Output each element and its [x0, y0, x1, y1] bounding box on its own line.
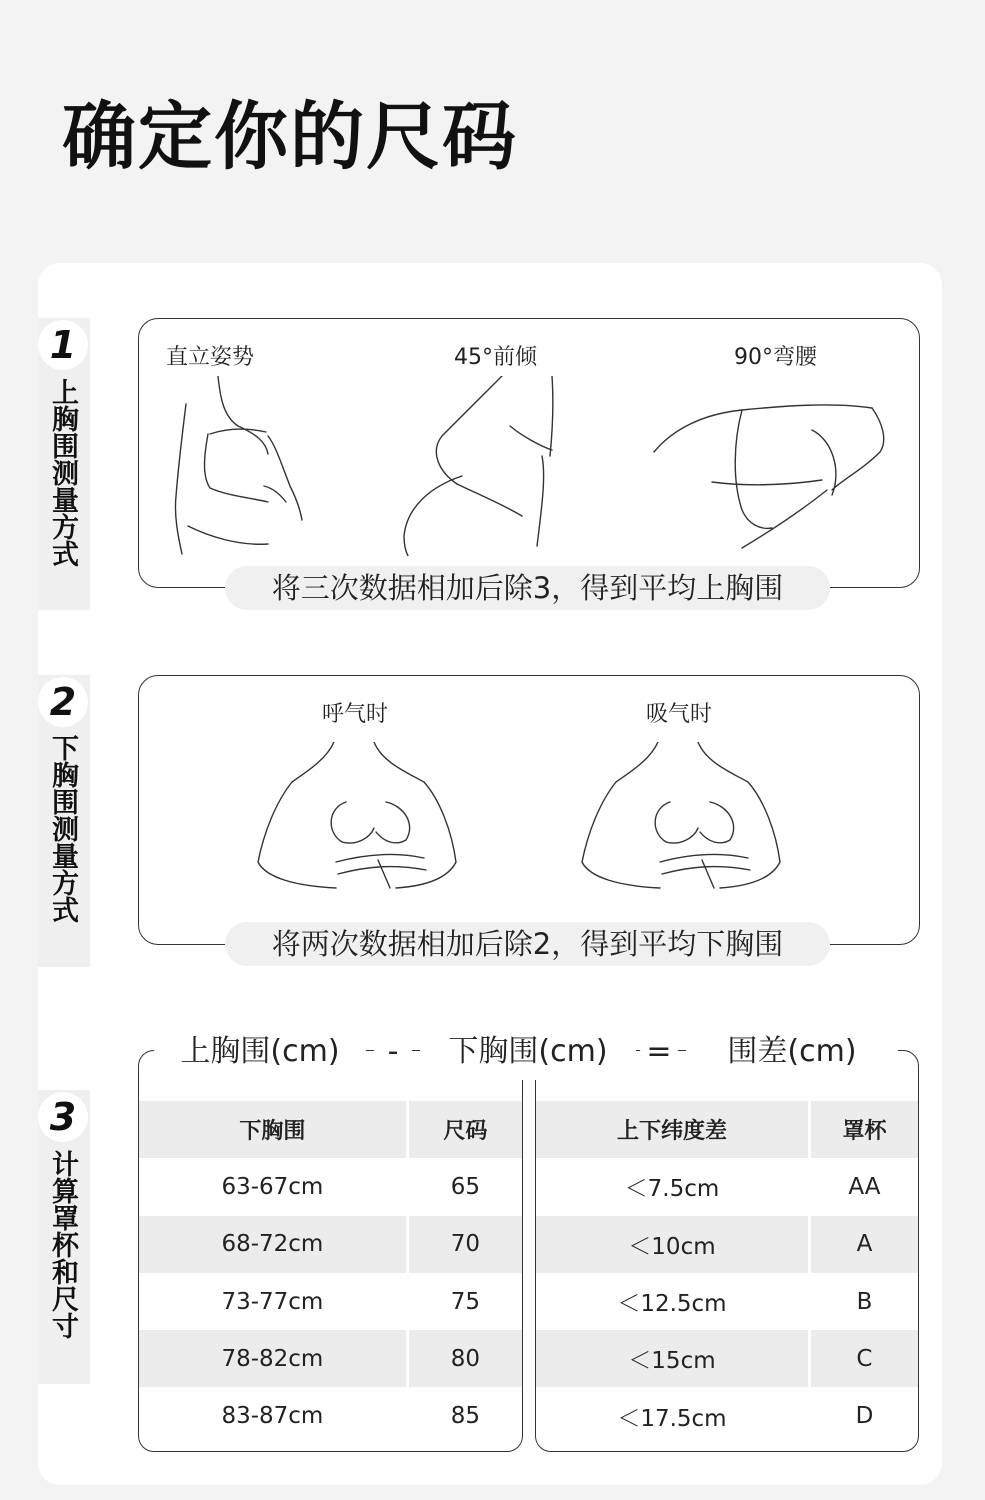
pose-label-exhale: 呼气时 — [322, 702, 389, 727]
cup-table-cell: B — [856, 1288, 873, 1315]
pose-label-inhale: 吸气时 — [646, 702, 713, 727]
size-table-cell: 63-67cm — [139, 1158, 409, 1215]
size-table — [138, 1050, 523, 1452]
bending-figure-icon — [652, 400, 892, 550]
step2-caption: 将两次数据相加后除2，得到平均下胸围 — [225, 922, 830, 966]
formula-equals: = — [640, 1033, 678, 1071]
size-table-header-underbust: 下胸围 — [139, 1101, 409, 1158]
pose-label-bend-90: 90°弯腰 — [734, 345, 817, 370]
pose-label-lean-45: 45°前倾 — [454, 345, 537, 370]
cup-table-cell: ＜15cm — [536, 1330, 811, 1387]
cup-table — [535, 1050, 919, 1452]
size-table-cell: 65 — [450, 1173, 481, 1200]
size-table-cell: 78-82cm — [139, 1330, 409, 1387]
size-table-cell: 85 — [450, 1403, 481, 1430]
standing-figure-icon — [168, 376, 318, 556]
cup-table-header-difference: 上下纬度差 — [536, 1101, 811, 1158]
size-table-cell: 70 — [409, 1216, 522, 1273]
step3-number: 3 — [38, 1092, 88, 1142]
cup-table-cell: ＜12.5cm — [536, 1273, 811, 1330]
step2-number: 2 — [38, 677, 88, 727]
leaning-figure-icon — [402, 376, 562, 556]
size-table-cell: 68-72cm — [139, 1216, 409, 1273]
formula-overbust: 上胸围(cm) — [160, 1030, 360, 1074]
cup-table-cell: AA — [848, 1173, 881, 1200]
size-table-cell: 75 — [450, 1288, 481, 1315]
size-table-header-size: 尺码 — [409, 1101, 522, 1158]
cup-table-cell: A — [811, 1216, 918, 1273]
inhale-figure-icon — [580, 742, 785, 892]
cup-table-cell: D — [855, 1403, 874, 1430]
cup-table-header-cup: 罩杯 — [811, 1101, 918, 1158]
cup-table-cell: C — [811, 1330, 918, 1387]
size-table-cell: 80 — [409, 1330, 522, 1387]
step1-label: 上胸围测量方式 — [47, 378, 78, 567]
exhale-figure-icon — [256, 742, 461, 892]
step1-caption: 将三次数据相加后除3，得到平均上胸围 — [225, 566, 830, 610]
cup-table-cell: ＜17.5cm — [536, 1387, 811, 1444]
size-table-cell: 73-77cm — [139, 1273, 409, 1330]
pose-label-standing: 直立姿势 — [166, 345, 255, 370]
formula-underbust: 下胸围(cm) — [426, 1030, 630, 1074]
cup-table-cell: ＜10cm — [536, 1216, 811, 1273]
size-table-cell: 83-87cm — [139, 1387, 409, 1444]
step2-label: 下胸围测量方式 — [47, 734, 78, 923]
step3-label: 计算罩杯和尺寸 — [47, 1150, 78, 1339]
step1-number: 1 — [38, 320, 88, 370]
page-title: 确定你的尺码 — [62, 94, 518, 180]
cup-table-cell: ＜7.5cm — [536, 1158, 811, 1215]
formula-minus: - — [374, 1033, 412, 1071]
formula-difference: 围差(cm) — [692, 1030, 892, 1074]
